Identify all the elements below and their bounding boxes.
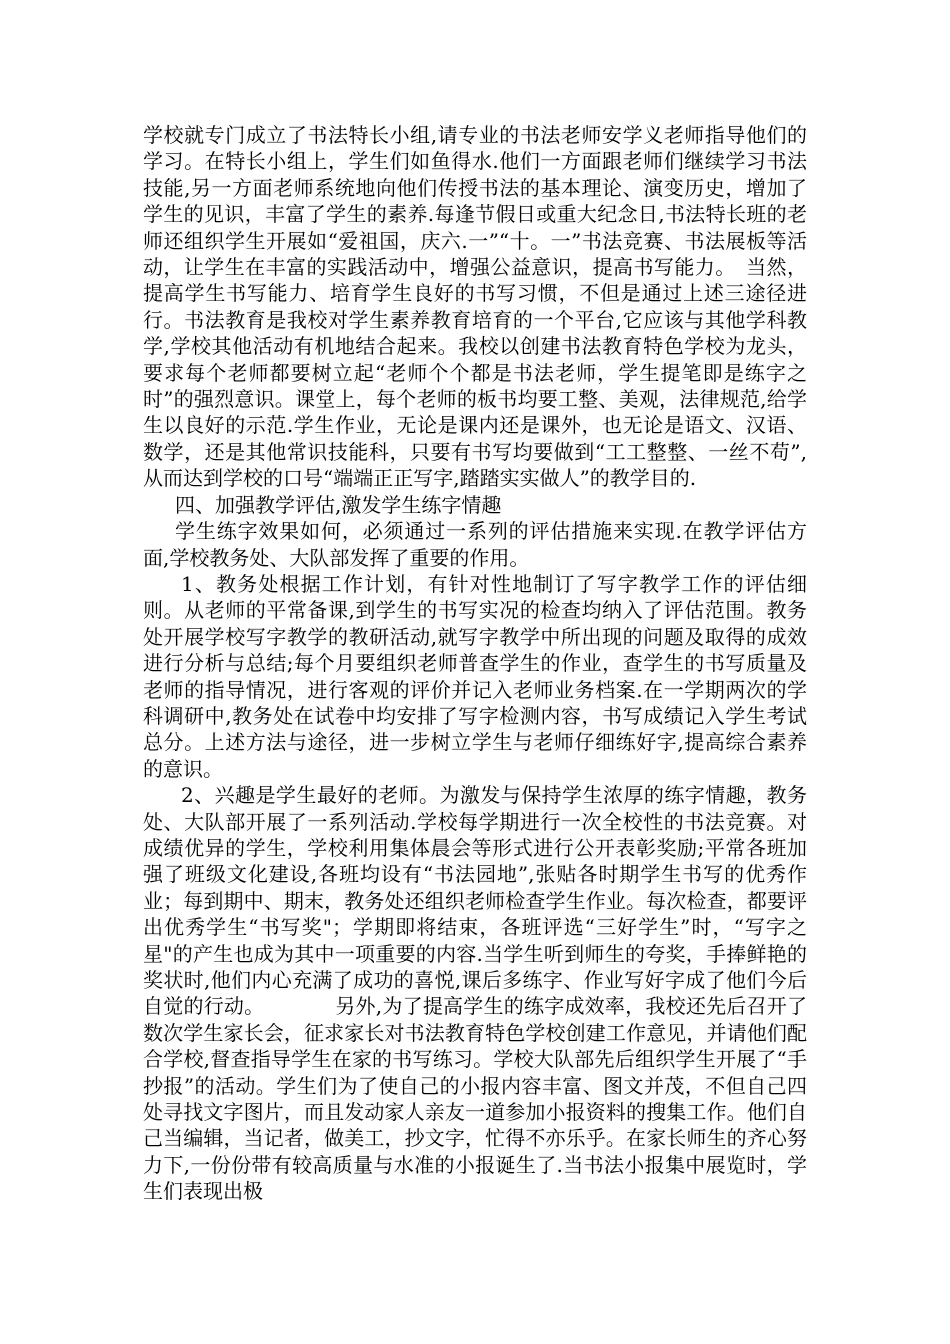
paragraph-evaluation-intro: 学生练字效果如何，必须通过一系列的评估措施来实现.在教学评估方面,学校教务处、大队部发挥了重要的作用。 — [143, 519, 807, 570]
paragraph-calligraphy-group: 学校就专门成立了书法特长小组,请专业的书法老师安学义老师指导他们的学习。在特长小组上，学生们如鱼得水.他们一方面跟老师们继续学习书法技能,另一方面老师系统地向他们传授书法的基本理论、演变历史，增加了学生的见识，丰富了学生的素养.每逢节假日或重大纪念日,书法特长班的老师还组织学生开展如“爱祖国，庆六.一”“十。一”书法竞赛、书法展板等活动，让学生在丰富的实践活动中，增强公益意识，提高书写能力。 当然，提高学生书写能力、培育学生良好的书写习惯，不但是通过上述三途径进行。书法教育是我校对学生素养教育培育的一个平台,它应该与其他学科教学,学校其他活动有机地结合起来。我校以创建书法教育特色学校为龙头，要求每个老师都要树立起“老师个个都是书法老师，学生提笔即是练字之时”的强烈意识。课堂上，每个老师的板书均要工整、美观，法律规范,给学生以良好的示范.学生作业，无论是课内还是课外，也无论是语文、汉语、数学，还是其他常识技能科，只要有书写均要做到“工工整整、一丝不苟”,从而达到学校的口号“端端正正写字,踏踏实实做人”的教学目的. — [143, 123, 807, 491]
paragraph-item-1: 1、教务处根据工作计划，有针对性地制订了写字教学工作的评估细则。从老师的平常备课,到学生的书写实况的检查均纳入了评估范围。教务处开展学校写字教学的教研活动,就写字教学中所出现的问题及取得的成效进行分析与总结;每个月要组织老师普查学生的作业，查学生的书写质量及老师的指导情况，进行客观的评价并记入老师业务档案.在一学期两次的学科调研中,教务处在试卷中均安排了写字检测内容，书写成绩记入学生考试总分。上述方法与途径，进一步树立学生与老师仔细练好字,提高综合素养的意识。 — [143, 571, 807, 781]
section-heading-evaluation: 四、加强教学评估,激发学生练字情趣 — [175, 492, 502, 517]
paragraph-item-2: 2、兴趣是学生最好的老师。为激发与保持学生浓厚的练字情趣，教务处、大队部开展了一系列活动.学校每学期进行一次全校性的书法竞赛。对成绩优异的学生，学校利用集体晨会等形式进行公开表彰奖励;平常各班加强了班级文化建设,各班均设有“书法园地”,张贴各时期学生书写的优秀作业；每到期中、期末，教务处还组织老师检查学生作业。每次检查，都要评出优秀学生“书写奖"；学期即将结束，各班评选“三好学生”时，“写字之星"的产生也成为其中一项重要的内容.当学生听到师生的夸奖，手捧鲜艳的奖状时,他们内心充满了成功的喜悦,课后多练字、作业写好字成了他们今后自觉的行动。 另外,为了提高学生的练字成效率，我校还先后召开了数次学生家长会，征求家长对书法教育特色学校创建工作意见，并请他们配合学校,督查指导学生在家的书写练习。学校大队部先后组织学生开展了“手抄报”的活动。学生们为了使自己的小报内容丰富、图文并茂，不但自己四处寻找文字图片，而且发动家人亲友一道参加小报资料的搜集工作。他们自己当编辑，当记者，做美工，抄文字，忙得不亦乐乎。在家长师生的齐心努力下,一份份带有较高质量与水准的小报诞生了.当书法小报集中展览时，学生们表现出极 — [143, 783, 807, 1204]
document-body — [143, 122, 807, 1205]
